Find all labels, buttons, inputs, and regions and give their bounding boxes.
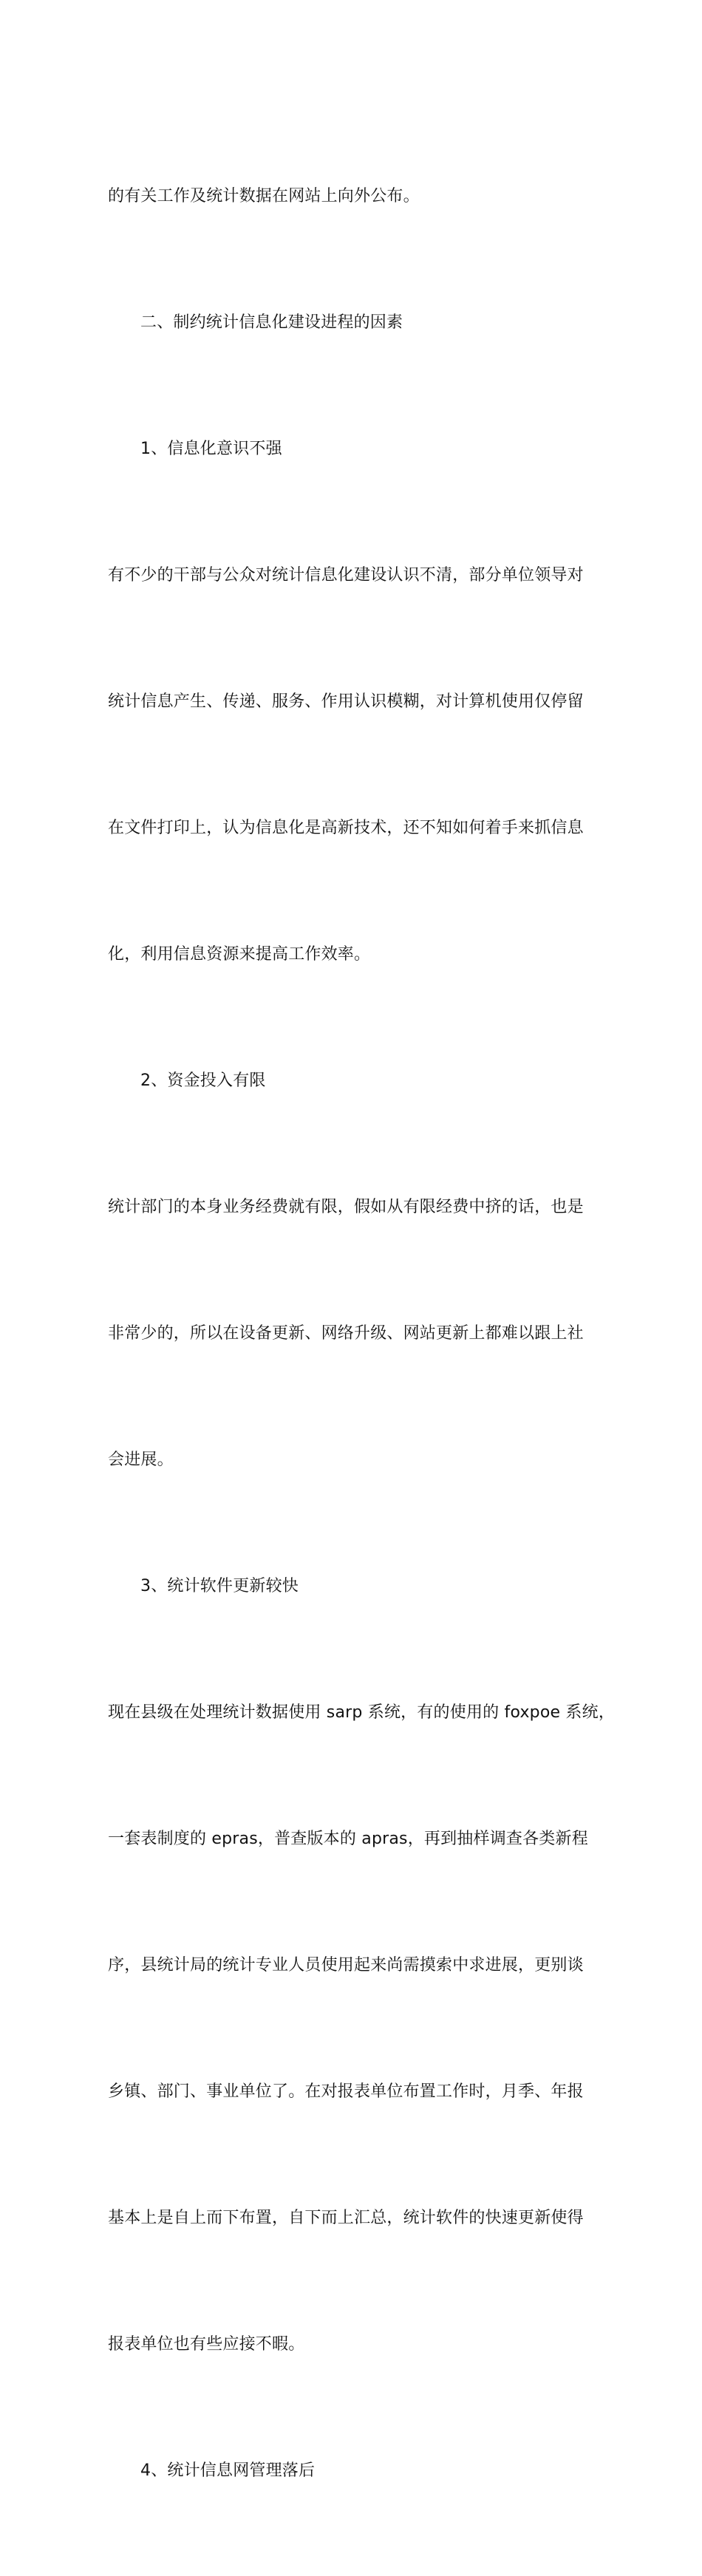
- paragraph-line: 基本上是自上而下布置，自下而上汇总，统计软件的快速更新使得: [108, 2209, 584, 2227]
- subsection-heading: 4、统计信息网管理落后: [140, 2461, 316, 2480]
- paragraph-line: 化，利用信息资源来提高工作效率。: [108, 945, 371, 964]
- paragraph-line: 统计信息产生、传递、服务、作用认识模糊，对计算机使用仅停留: [108, 692, 584, 711]
- paragraph-line: 一套表制度的 epras，普查版本的 apras，再到抽样调查各类新程: [108, 1830, 588, 1848]
- paragraph-line: 序，县统计局的统计专业人员使用起来尚需摸索中求进展，更别谈: [108, 1956, 584, 1974]
- subsection-heading: 3、统计软件更新较快: [140, 1577, 299, 1595]
- paragraph-line: 乡镇、部门、事业单位了。在对报表单位布置工作时，月季、年报: [108, 2082, 584, 2101]
- paragraph-line: 非常少的，所以在设备更新、网络升级、网站更新上都难以跟上社: [108, 1324, 584, 1343]
- paragraph-line: 在文件打印上，认为信息化是高新技术，还不知如何着手来抓信息: [108, 819, 584, 837]
- section-heading: 二、制约统计信息化建设进程的因素: [140, 313, 403, 332]
- paragraph-line: 统计部门的本身业务经费就有限，假如从有限经费中挤的话，也是: [108, 1198, 584, 1216]
- paragraph-line: 报表单位也有些应接不暇。: [108, 2335, 305, 2354]
- paragraph-line: 现在县级在处理统计数据使用 sarp 系统，有的使用的 foxpoe 系统，: [108, 1703, 616, 1722]
- subsection-heading: 1、信息化意识不强: [140, 440, 282, 458]
- paragraph-line: 会进展。: [108, 1451, 174, 1469]
- document-body: [108, 91, 616, 2576]
- paragraph-line: 有不少的干部与公众对统计信息化建设认识不清，部分单位领导对: [108, 566, 584, 585]
- paragraph-line: 的有关工作及统计数据在网站上向外公布。: [108, 187, 420, 205]
- subsection-heading: 2、资金投入有限: [140, 1071, 266, 1090]
